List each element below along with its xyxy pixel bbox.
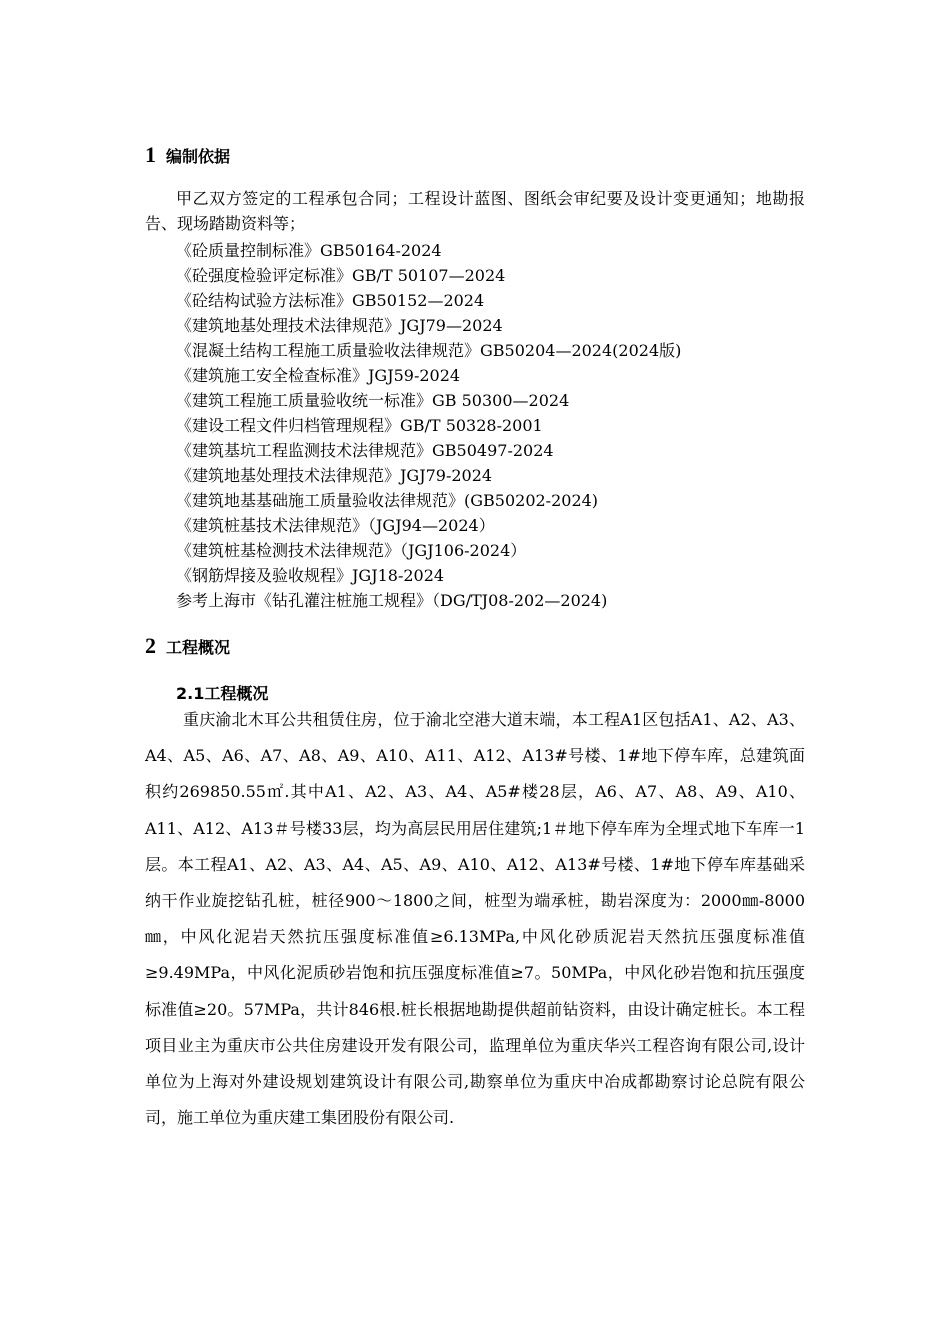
reference-item: 《建筑基坑工程监测技术法律规范》GB50497-2024	[176, 441, 554, 460]
reference-item: 《建筑施工安全检查标准》JGJ59-2024	[176, 366, 461, 385]
reference-item: 《混凝土结构工程施工质量验收法律规范》GB50204—2024(2024版)	[176, 341, 682, 360]
reference-item: 《砼质量控制标准》GB50164-2024	[176, 241, 442, 260]
reference-item: 参考上海市《钻孔灌注桩施工规程》（DG/TJ08-202—2024)	[176, 591, 608, 610]
reference-item: 《建设工程文件归档管理规程》GB/T 50328-2001	[176, 416, 543, 435]
section-title: 编制依据	[166, 147, 231, 166]
section-number: 1	[145, 142, 156, 167]
section-heading-project-overview	[145, 633, 230, 659]
reference-item: 《建筑地基处理技术法律规范》JGJ79-2024	[176, 466, 493, 485]
section-number: 2	[145, 633, 156, 658]
reference-standards-list	[176, 238, 681, 613]
section-title: 工程概况	[166, 638, 231, 657]
reference-item: 《建筑地基处理技术法律规范》JGJ79—2024	[176, 316, 503, 335]
reference-item: 《砼结构试验方法标准》GB50152—2024	[176, 291, 485, 310]
section-heading-compilation-basis	[145, 142, 230, 168]
basis-intro-paragraph: 甲乙双方签定的工程承包合同；工程设计蓝图、图纸会审纪要及设计变更通知；地勘报告、现场踏勘资料等；	[145, 189, 805, 233]
reference-item: 《砼强度检验评定标准》GB/T 50107—2024	[176, 266, 506, 285]
reference-item: 《钢筋焊接及验收规程》JGJ18-2024	[176, 566, 445, 585]
reference-item: 《建筑工程施工质量验收统一标准》GB 50300—2024	[176, 391, 570, 410]
reference-item: 《建筑桩基技术法律规范》（JGJ94—2024）	[176, 516, 495, 535]
project-overview-paragraph: 重庆渝北木耳公共租赁住房，位于渝北空港大道末端，本工程A1区包括A1、A2、A3、A4、A5、A6、A7、A8、A9、A10、A11、A12、A13#号楼、1#地下停车库，总建筑面积约269850.55㎡.其中A1、A2、A3、A4、A5#楼28层，A6、A7、A8、A9、A10、A11、A12、A13＃号楼33层，均为高层民用居住建筑;1＃地下停车库为全埋式地下车库一1层。本工程A1、A2、A3、A4、A5、A9、A10、A12、A13#号楼、1#地下停车库基础采纳干作业旋挖钻孔桩，桩径900～1800之间，桩型为端承桩，勘岩深度为：2000㎜-8000㎜，中风化泥岩天然抗压强度标准值≥6.13MPa,中风化砂质泥岩天然抗压强度标准值≥9.49MPa，中风化泥质砂岩饱和抗压强度标准值≥7。50MPa，中风化砂岩饱和抗压强度标准值≥20。57MPa，共计846根.桩长根据地勘提供超前钻资料，由设计确定桩长。本工程项目业主为重庆市公共住房建设开发有限公司，监理单位为重庆华兴工程咨询有限公司,设计单位为上海对外建设规划建筑设计有限公司,勘察单位为重庆中冶成都勘察讨论总院有限公司，施工单位为重庆建工集团股份有限公司.	[145, 710, 805, 1128]
reference-item: 《建筑地基基础施工质量验收法律规范》(GB50202-2024)	[176, 491, 599, 510]
reference-item: 《建筑桩基检测技术法律规范》（JGJ106-2024）	[176, 541, 527, 560]
subsection-heading: 2.1工程概况	[176, 684, 269, 703]
